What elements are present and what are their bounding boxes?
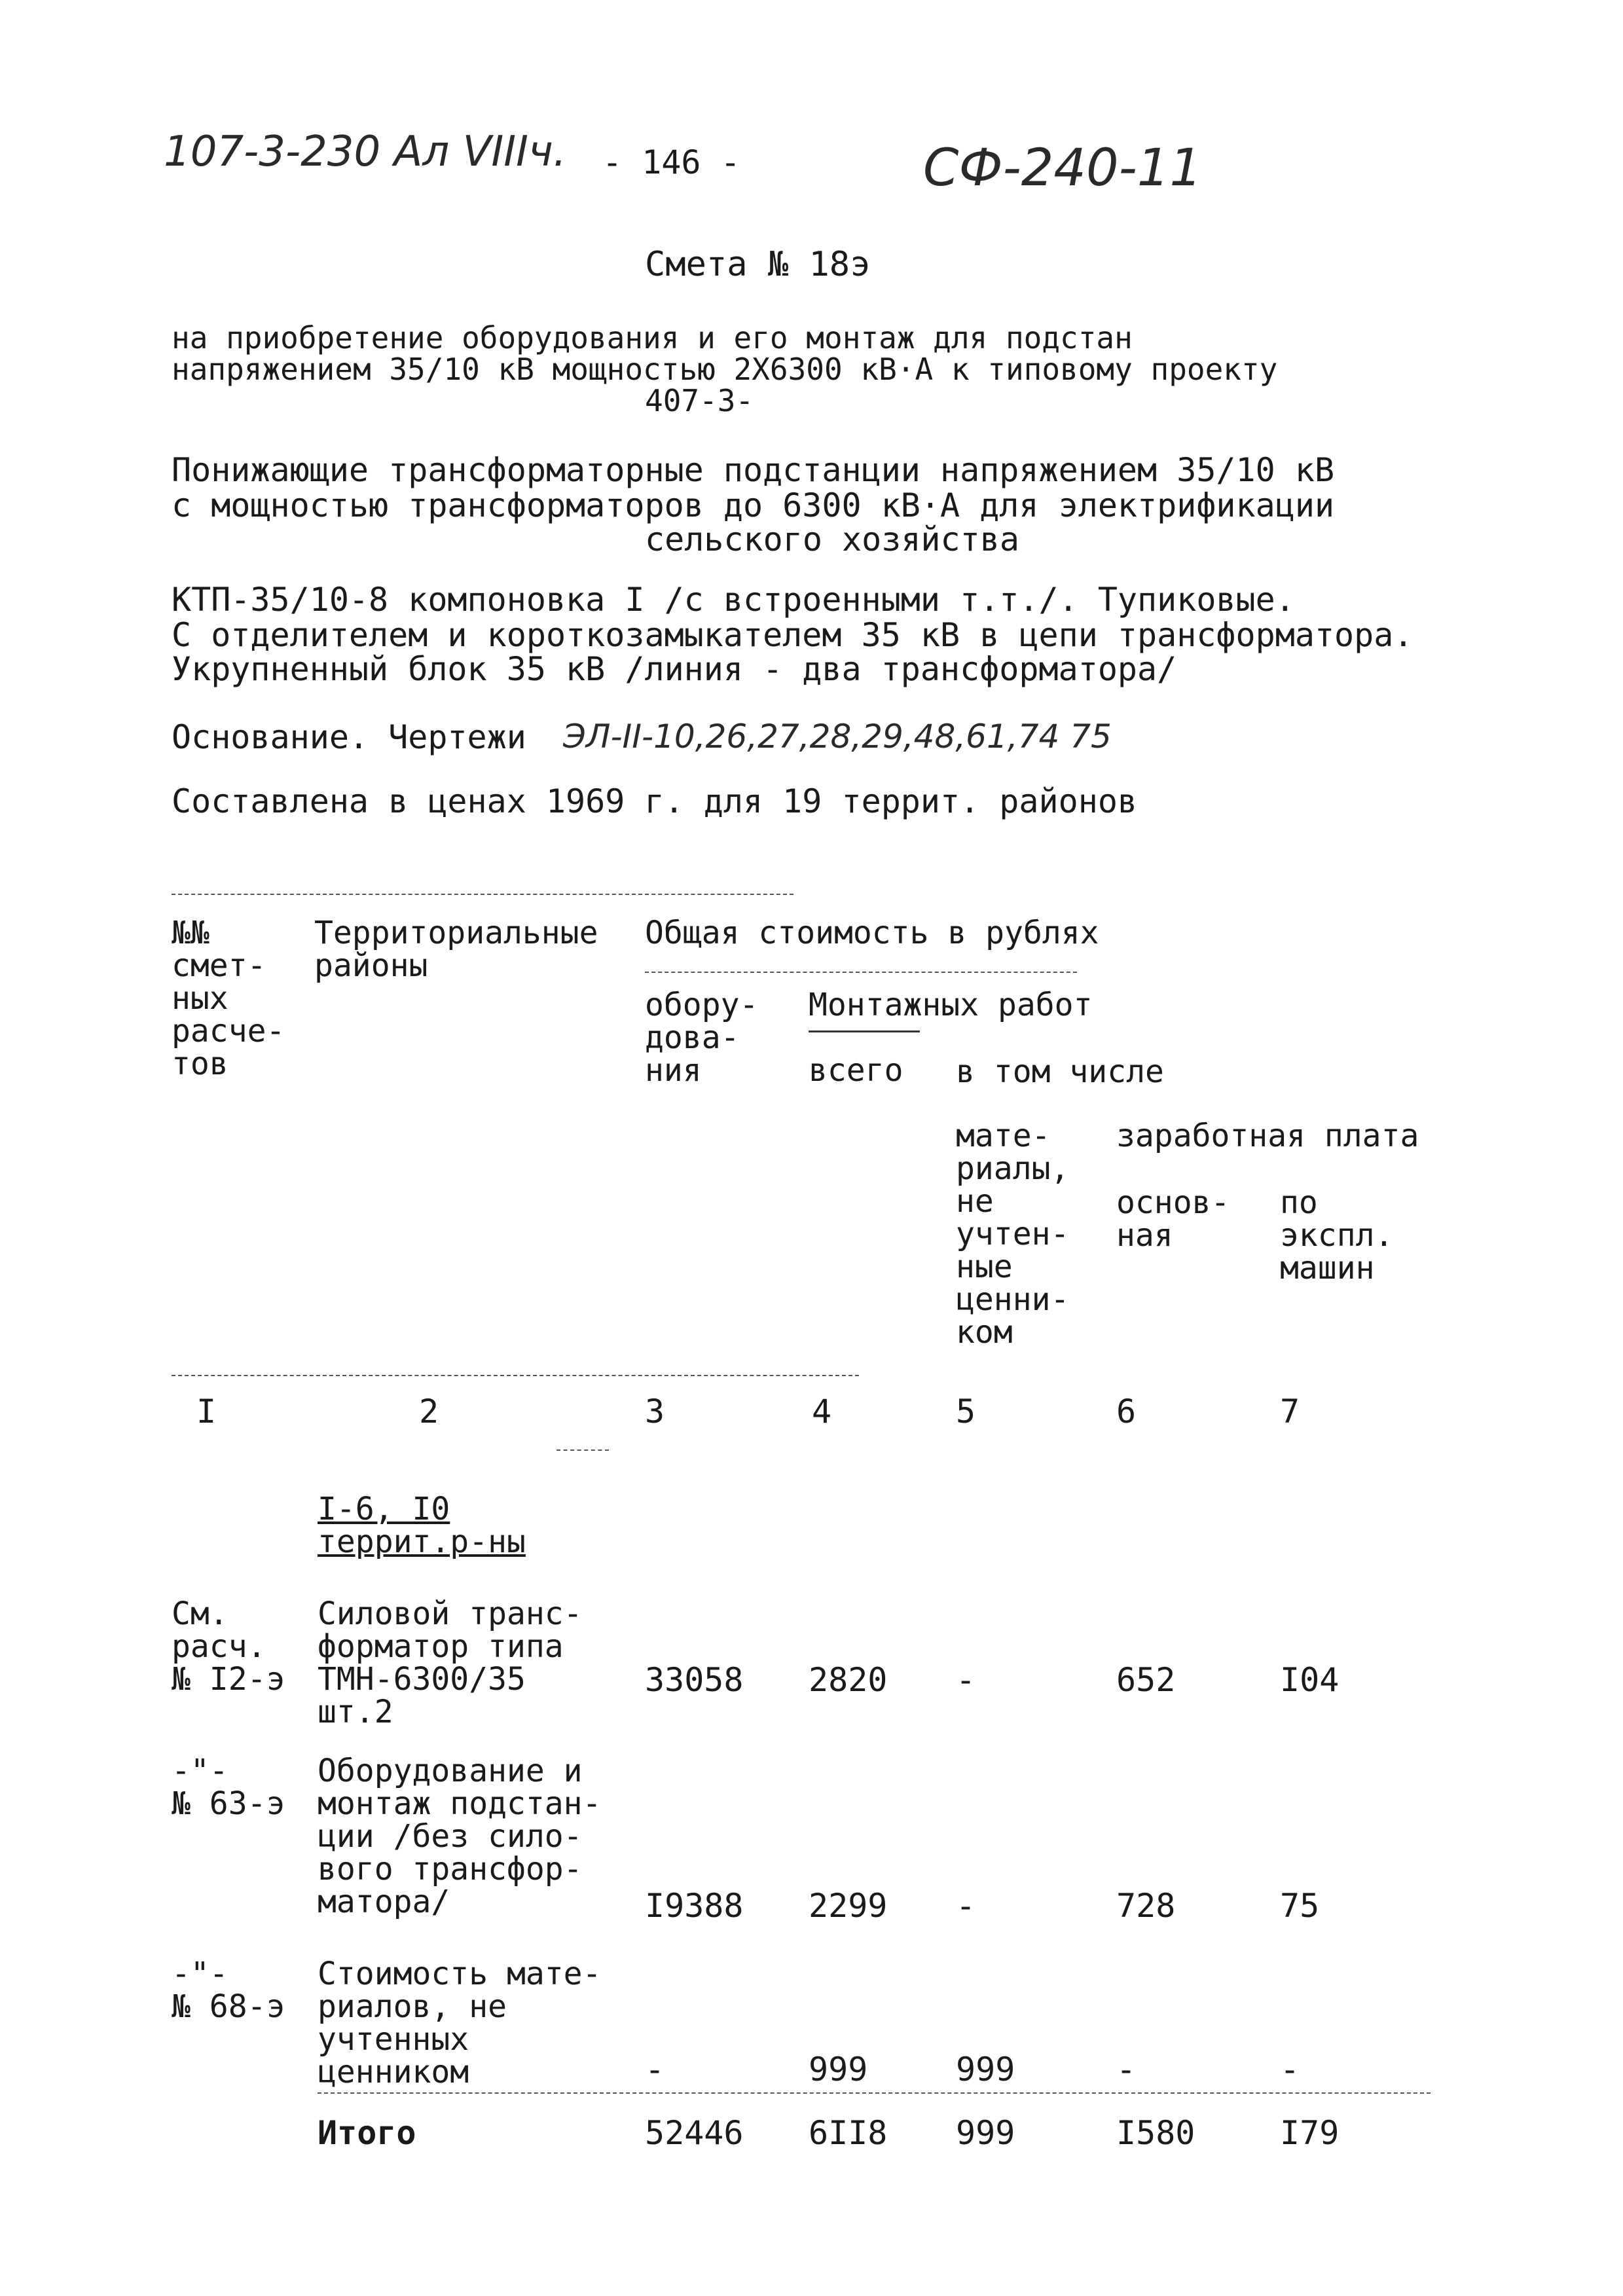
header-equipment: обору- дова- ния xyxy=(645,987,759,1089)
header-bottom-rule xyxy=(172,1375,859,1376)
description-line-2: с мощностью трансформаторов до 6300 кВ·А для электрификации xyxy=(172,486,1335,524)
total-label: Итого xyxy=(318,2114,416,2152)
subject-line-3: 407-3- xyxy=(645,383,754,418)
row-1-materials: - xyxy=(956,1661,976,1699)
basis-drawings: ЭЛ-II-10,26,27,28,29,48,61,74 75 xyxy=(563,718,1112,756)
config-line-1: КТП-35/10-8 компоновка I /с встроенными т.т./. Тупиковые. xyxy=(172,581,1295,619)
prices-note: Составлена в ценах 1969 г. для 19 террит. районов xyxy=(172,782,1138,820)
total-wages-basic: I580 xyxy=(1116,2114,1195,2152)
subject-line-1: на приобретение оборудования и его монтаж для подстан xyxy=(172,320,1133,355)
row-2-equipment: I9388 xyxy=(645,1887,744,1925)
column-number-2: 2 xyxy=(419,1393,439,1430)
group-label: I-6, I0 террит.р-ны xyxy=(318,1491,526,1560)
row-1-ref: См. расч. № I2-э xyxy=(172,1595,285,1698)
header-total-cost: Общая стоимость в рублях xyxy=(645,915,1099,951)
row-2-wages-basic: 728 xyxy=(1116,1887,1176,1925)
subject-line-2: напряжением 35/10 кВ мощностью 2Х6300 кВ·А к типовому проекту xyxy=(172,352,1278,387)
total-equipment: 52446 xyxy=(645,2114,744,2152)
header-territorial-districts: Территориальные районы xyxy=(314,915,598,984)
row-3-name: Стоимость мате- риалов, не учтенных ценником xyxy=(318,1956,602,2090)
row-1-wages-basic: 652 xyxy=(1116,1661,1176,1699)
header-wages: заработная плата xyxy=(1116,1118,1419,1154)
config-line-2: С отделителем и короткозамыкателем 35 кВ в цепи трансформатора. xyxy=(172,616,1413,654)
column-number-rule xyxy=(556,1449,609,1451)
header-wages-machines: по экспл. машин xyxy=(1280,1184,1394,1286)
row-3-total: 999 xyxy=(809,2050,868,2088)
column-number-1: I xyxy=(196,1393,217,1430)
project-code: 107-3-230 Ал VIIIч. xyxy=(164,128,567,176)
row-2-name: Оборудование и монтаж подстан- ции /без сило- вого трансфор- матора/ xyxy=(318,1753,602,1920)
total-materials: 999 xyxy=(956,2114,1015,2152)
row-2-wages-machines: 75 xyxy=(1280,1887,1320,1925)
column-number-7: 7 xyxy=(1280,1393,1300,1430)
row-3-materials: 999 xyxy=(956,2050,1015,2088)
sheet-code: СФ-240-11 xyxy=(923,139,1203,198)
header-installation-total: всего xyxy=(809,1052,903,1089)
row-2-total: 2299 xyxy=(809,1887,888,1925)
header-including: в том числе xyxy=(956,1053,1164,1090)
page-number: - 146 - xyxy=(602,143,740,181)
total-installation: 6II8 xyxy=(809,2114,888,2152)
table-top-rule xyxy=(172,894,793,895)
column-number-6: 6 xyxy=(1116,1393,1137,1430)
header-estimate-number: №№ смет- ных расче- тов xyxy=(172,915,285,1082)
document-title: Смета № 18э xyxy=(645,245,871,284)
config-line-3: Укрупненный блок 35 кВ /линия - два трансформатора/ xyxy=(172,650,1177,688)
header-total-cost-rule xyxy=(645,972,1077,973)
header-materials: мате- риалы, не учтен- ные ценни- ком xyxy=(956,1118,1070,1351)
row-2-materials: - xyxy=(956,1887,976,1925)
description-line-1: Понижающие трансформаторные подстанции напряжением 35/10 кВ xyxy=(172,451,1335,489)
description-line-3: сельского хозяйства xyxy=(645,520,1019,558)
total-wages-machines: I79 xyxy=(1280,2114,1340,2152)
header-installation: Монтажных работ xyxy=(809,987,1093,1023)
row-1-name: Силовой транс- форматор типа ТМН-6300/35 шт.2 xyxy=(318,1595,583,1730)
total-rule xyxy=(318,2092,1431,2094)
column-number-4: 4 xyxy=(812,1393,832,1430)
header-installation-rule xyxy=(809,1030,920,1032)
header-wages-basic: основ- ная xyxy=(1116,1184,1230,1254)
row-1-wages-machines: I04 xyxy=(1280,1661,1340,1699)
row-1-total: 2820 xyxy=(809,1661,888,1699)
row-2-ref: -"- № 63-э xyxy=(172,1753,285,1822)
column-number-5: 5 xyxy=(956,1393,976,1430)
column-number-3: 3 xyxy=(645,1393,665,1430)
row-1-equipment: 33058 xyxy=(645,1661,744,1699)
row-3-wages-basic: - xyxy=(1116,2050,1137,2088)
row-3-wages-machines: - xyxy=(1280,2050,1300,2088)
row-3-equipment: - xyxy=(645,2050,665,2088)
basis-label: Основание. Чертежи xyxy=(172,718,526,756)
row-3-ref: -"- № 68-э xyxy=(172,1956,285,2025)
